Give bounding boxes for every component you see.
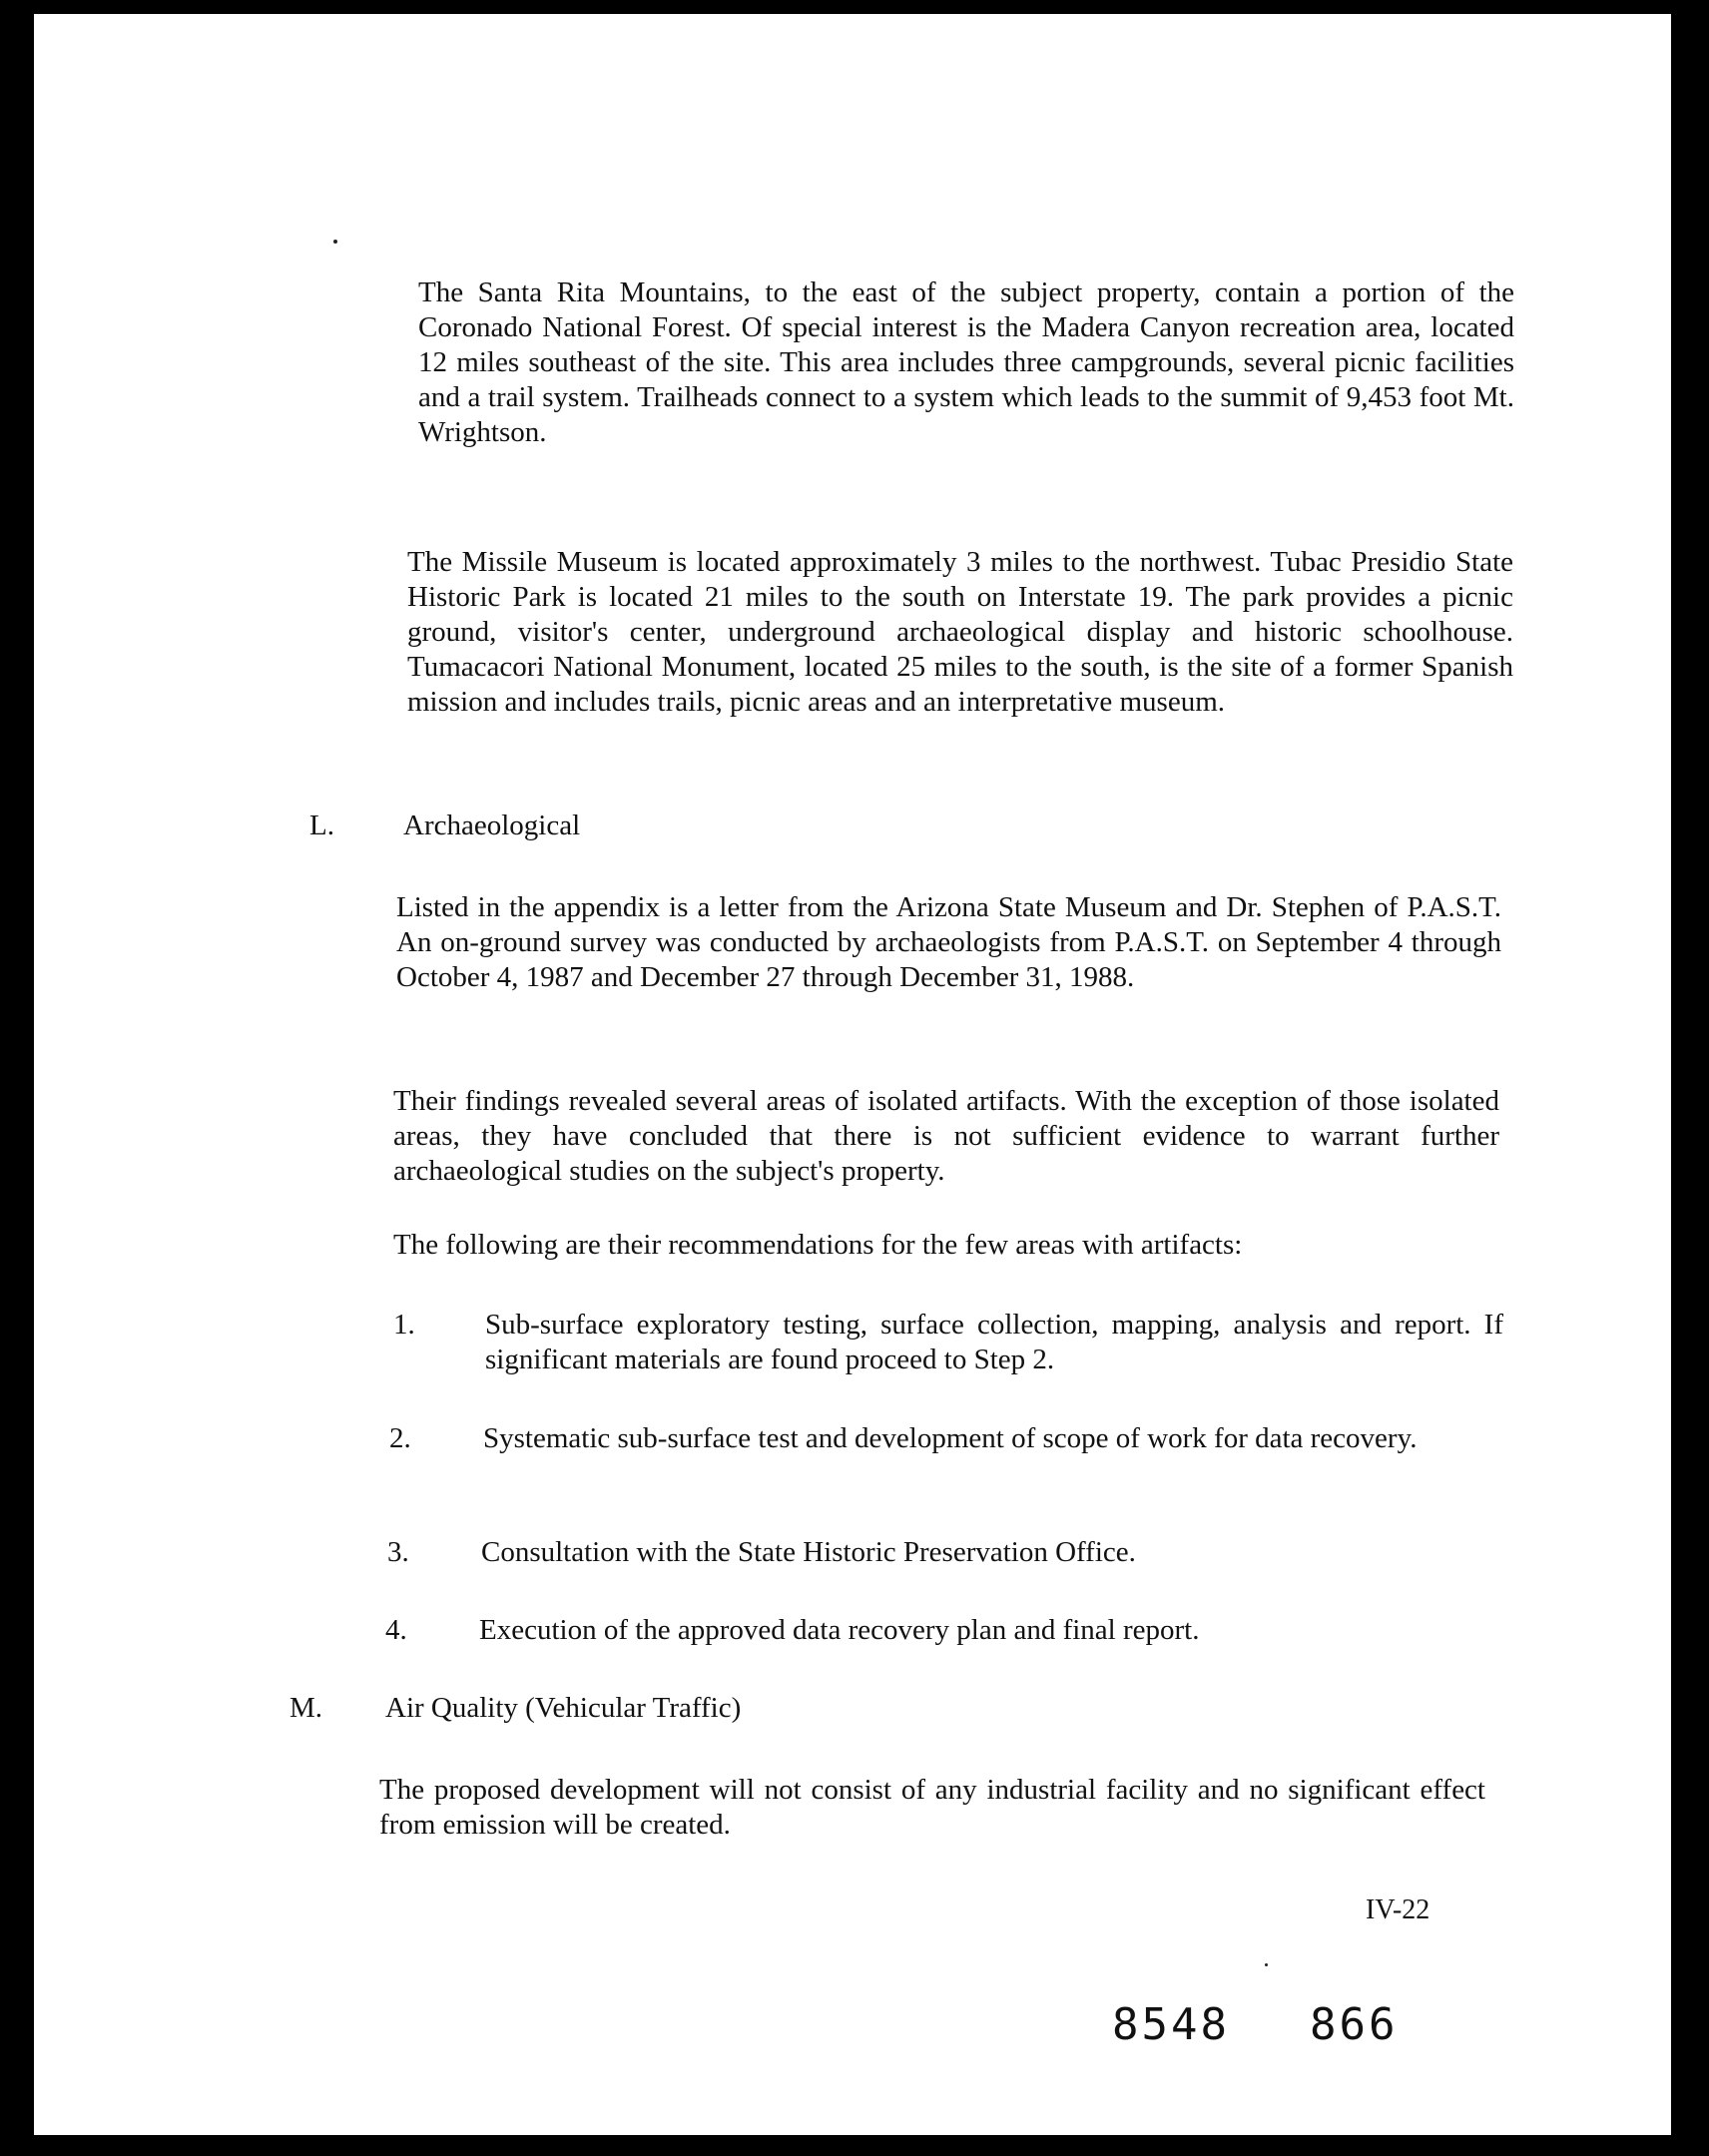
section-l-letter: L.: [309, 809, 334, 841]
paragraph-missile-museum: The Missile Museum is located approximately 3 miles to the northwest. Tubac Presidio State Historic Park is located 21 miles to the south on Interstate 19. The park provides a picnic ground, visitor's center, underground archaeological display and historic schoolhouse. Tumacacori National Monument, located 25 miles to the south, is the site of a former Spanish mission and includes trails, picnic areas and an interpretative museum.: [407, 546, 1513, 718]
paragraph-air-quality: The proposed development will not consist of any industrial facility and no significant effect from emission will be created.: [379, 1774, 1485, 1841]
list-item-text: Execution of the approved data recovery plan and final report.: [479, 1614, 1200, 1646]
scan-speck: [1265, 1963, 1268, 1966]
paragraph-findings: Their findings revealed several areas of isolated artifacts. With the exception of those isolated areas, they have concluded that there is not sufficient evidence to warrant further archaeological studies on the subject's property.: [393, 1085, 1499, 1187]
document-page: [34, 14, 1671, 2135]
paragraph-appendix-letter: Listed in the appendix is a letter from the Arizona State Museum and Dr. Stephen of P.A.S.T. An on-ground survey was conducted by archaeologists from P.A.S.T. on September 4 through October 4, 1987 and December 27 through December 31, 1988.: [396, 891, 1501, 993]
list-item-text: Systematic sub-surface test and development of scope of work for data recovery.: [483, 1422, 1418, 1454]
page-number: IV-22: [1366, 1894, 1430, 1925]
section-l-title: Archaeological: [403, 809, 581, 841]
section-m-letter: M.: [289, 1692, 323, 1724]
list-item-number: 4.: [385, 1614, 407, 1646]
paragraph-santa-rita: The Santa Rita Mountains, to the east of the subject property, contain a portion of the Coronado National Forest. Of special interest is the Madera Canyon recreation area, located 12 miles southeast of the site. This area includes three campgrounds, several picnic facilities and a trail system. Trailheads connect to a system which leads to the summit of 9,453 foot Mt. Wrightson.: [418, 276, 1514, 448]
document-id-right: 866: [1310, 1999, 1399, 2050]
list-item-number: 2.: [389, 1422, 411, 1454]
list-item-text: Consultation with the State Historic Preservation Office.: [481, 1536, 1136, 1568]
scan-speck: [333, 240, 337, 244]
paragraph-recommendations-intro: The following are their recommendations for the few areas with artifacts:: [393, 1229, 1243, 1261]
document-id-left: 8548: [1112, 1999, 1230, 2050]
section-m-title: Air Quality (Vehicular Traffic): [385, 1692, 742, 1724]
list-item-text: Sub-surface exploratory testing, surface collection, mapping, analysis and report. If significant materials are found proceed to Step 2.: [485, 1309, 1503, 1375]
list-item-number: 1.: [393, 1309, 415, 1341]
list-item-number: 3.: [387, 1536, 409, 1568]
